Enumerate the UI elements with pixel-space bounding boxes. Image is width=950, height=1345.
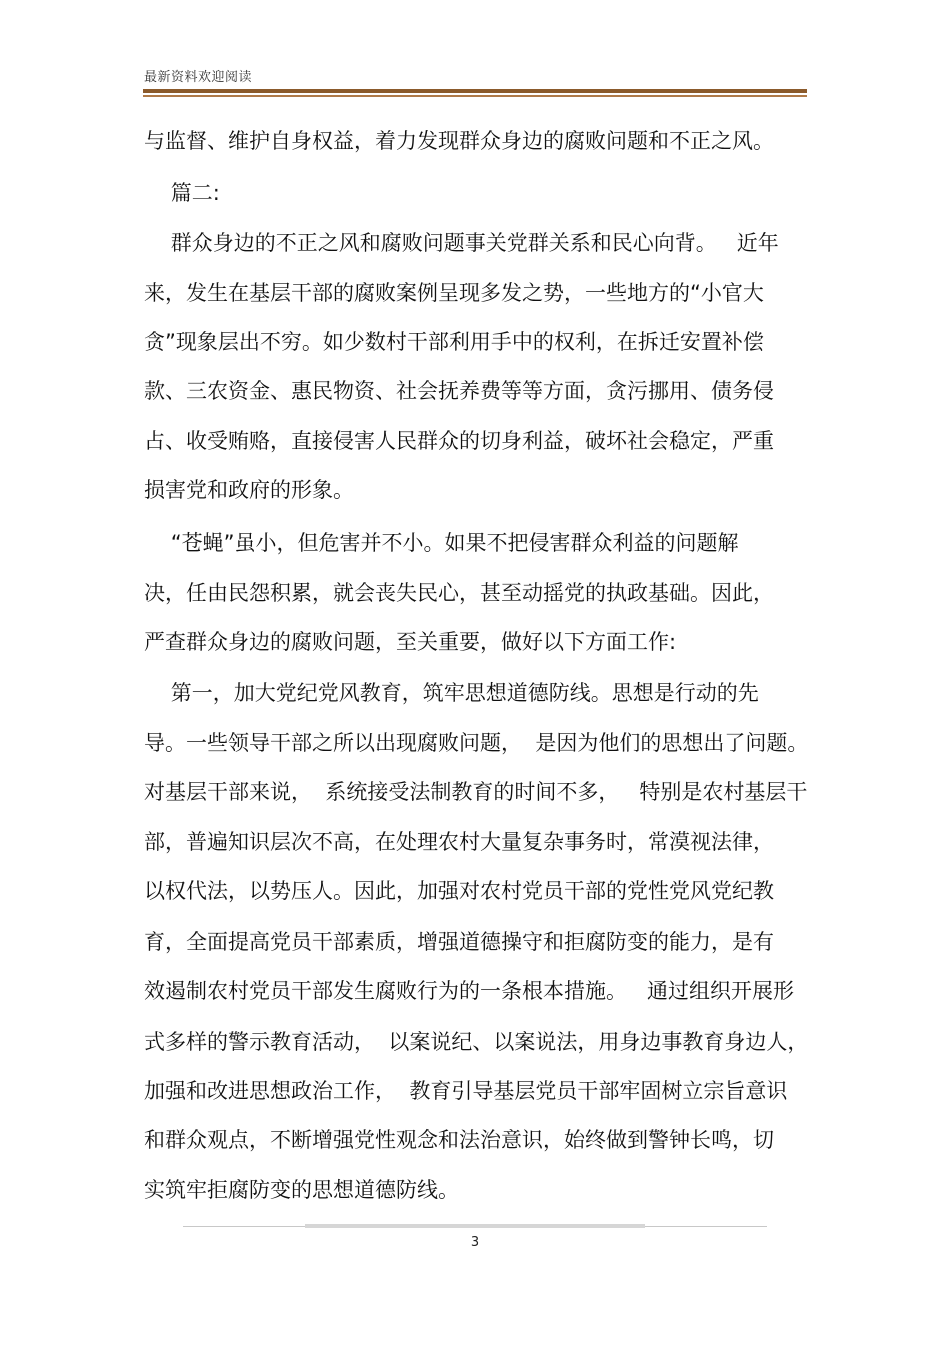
body-line: 贪”现象层出不穷。如少数村干部利用手中的权利，在拆迁安置补偿	[144, 330, 764, 354]
body-line: 对基层干部来说， 系统接受法制教育的时间不多， 特别是农村基层干	[144, 780, 808, 804]
footer-rule-accent	[305, 1224, 645, 1228]
body-line: 损害党和政府的形象。	[144, 478, 354, 502]
body-line: 加强和改进思想政治工作， 教育引导基层党员干部牢固树立宗旨意识	[144, 1079, 788, 1103]
body-line: 群众身边的不正之风和腐败问题事关党群关系和民心向背。 近年	[144, 231, 779, 255]
body-line: 款、三农资金、惠民物资、社会抚养费等等方面，贪污挪用、债务侵	[144, 379, 774, 403]
body-line: 决，任由民怨积累，就会丧失民心，甚至动摇党的执政基础。因此，	[144, 581, 774, 605]
body-line: 实筑牢拒腐防变的思想道德防线。	[144, 1178, 459, 1202]
body-line: 与监督、维护自身权益，着力发现群众身边的腐败问题和不正之风。	[144, 129, 774, 153]
body-line: 占、收受贿赂，直接侵害人民群众的切身利益，破坏社会稳定，严重	[144, 429, 774, 453]
body-line: 第一，加大党纪党风教育，筑牢思想道德防线。思想是行动的先	[144, 681, 759, 705]
body-line: 以权代法，以势压人。因此，加强对农村党员干部的党性党风党纪教	[144, 879, 774, 903]
header-rule	[143, 89, 807, 93]
body-line: 育，全面提高党员干部素质，增强道德操守和拒腐防变的能力，是有	[144, 930, 774, 954]
header-rule-secondary	[143, 95, 807, 97]
body-line: 部，普遍知识层次不高，在处理农村大量复杂事务时，常漠视法律，	[144, 830, 774, 854]
body-line: 导。一些领导干部之所以出现腐败问题， 是因为他们的思想出了问题。	[144, 731, 809, 755]
body-line: 严查群众身边的腐败问题，至关重要，做好以下方面工作:	[144, 630, 677, 654]
page-number: 3	[470, 1235, 480, 1250]
body-line: 和群众观点，不断增强党性观念和法治意识，始终做到警钟长鸣，切	[144, 1128, 774, 1152]
body-line: 篇二:	[144, 181, 220, 205]
body-line: 效遏制农村党员干部发生腐败行为的一条根本措施。 通过组织开展形	[144, 979, 795, 1003]
body-line: 来，发生在基层干部的腐败案例呈现多发之势，一些地方的“小官大	[144, 281, 764, 305]
running-header: 最新资料欢迎阅读	[144, 70, 253, 85]
body-line: “苍蝇”虽小，但危害并不小。如果不把侵害群众利益的问题解	[144, 531, 739, 555]
body-line: 式多样的警示教育活动， 以案说纪、以案说法，用身边事教育身边人，	[144, 1030, 809, 1054]
